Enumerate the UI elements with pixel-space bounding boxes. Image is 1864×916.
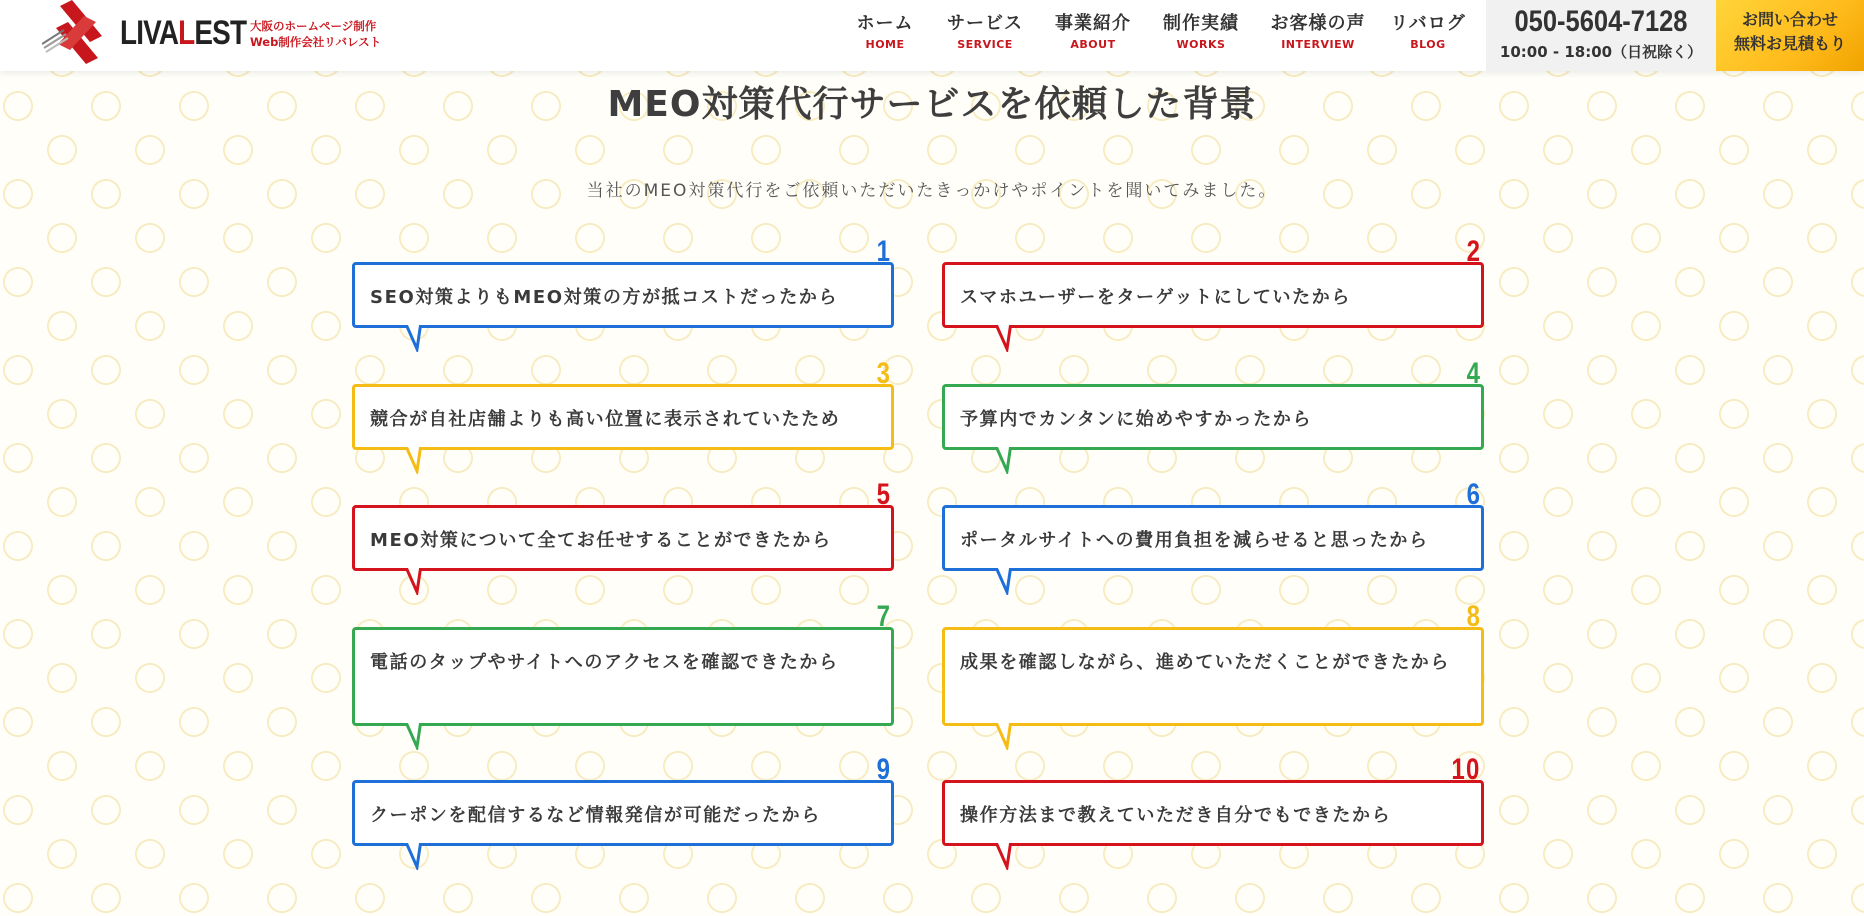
reason-number-3: 3 (876, 357, 891, 390)
speech-tail-icon (403, 843, 443, 870)
nav-item-service[interactable] (930, 10, 1040, 52)
nav-label-interview: お客様の声 (1270, 13, 1366, 34)
nav-item-about[interactable] (1038, 10, 1148, 52)
reason-number-10: 10 (1451, 753, 1481, 786)
contact-estimate-button[interactable] (1716, 0, 1864, 71)
contact-button-line1: お問い合わせ (1741, 10, 1838, 29)
speech-tail-icon (403, 568, 443, 595)
nav-sublabel-service: SERVICE (957, 38, 1013, 51)
speech-tail-icon (403, 325, 443, 352)
section-lead: 当社のMEO対策代行をご依頼いただいたきっかけやポイントを聞いてみました。 (586, 181, 1278, 201)
reason-text-2: スマホユーザーをターゲットにしていたから (960, 287, 1351, 308)
reason-number-8: 8 (1466, 600, 1481, 633)
logo-subtitle (250, 18, 381, 50)
reason-text-3: 競合が自社店舗よりも高い位置に表示されていたため (370, 409, 841, 430)
speech-tail-icon (993, 447, 1033, 474)
reason-bubble-4 (942, 357, 1484, 450)
nav-sublabel-about: ABOUT (1070, 38, 1116, 51)
reason-bubble-5 (352, 478, 894, 571)
logo-text-part1: LIVA (120, 14, 179, 52)
reason-text-6: ポータルサイトへの費用負担を減らせると思ったから (960, 530, 1429, 551)
reason-number-4: 4 (1466, 357, 1481, 390)
logo-wordmark (120, 14, 246, 53)
reason-bubble-2 (942, 235, 1484, 328)
nav-item-works[interactable] (1146, 10, 1256, 52)
site-header (0, 0, 1864, 71)
reason-number-5: 5 (876, 478, 891, 511)
phone-contact[interactable] (1486, 0, 1716, 71)
nav-label-works: 制作実績 (1163, 13, 1239, 34)
reason-text-10: 操作方法まで教えていただき自分でもできたから (960, 805, 1392, 826)
speech-tail-icon (403, 723, 443, 750)
reason-bubble-7 (352, 600, 894, 726)
nav-label-service: サービス (947, 13, 1023, 34)
speech-tail-icon (403, 447, 443, 474)
reason-number-9: 9 (876, 753, 891, 786)
reason-number-2: 2 (1466, 235, 1481, 268)
nav-sublabel-home: HOME (865, 38, 905, 51)
reason-bubble-1 (352, 235, 894, 328)
speech-tail-icon (993, 568, 1033, 595)
nav-item-interview[interactable] (1263, 10, 1373, 52)
phone-hours: 10:00 - 18:00（日祝除く） (1499, 43, 1703, 61)
nav-sublabel-blog: BLOG (1410, 38, 1446, 51)
nav-item-blog[interactable] (1373, 10, 1483, 52)
speech-tail-icon (993, 723, 1033, 750)
logo-sub-line1: 大阪のホームページ制作 (250, 19, 377, 33)
nav-sublabel-interview: INTERVIEW (1281, 38, 1355, 51)
reason-bubble-6 (942, 478, 1484, 571)
nav-label-blog: リバログ (1390, 13, 1466, 34)
reason-number-7: 7 (876, 600, 891, 633)
contact-button-line2: 無料お見積もり (1733, 34, 1846, 53)
reason-number-6: 6 (1466, 478, 1481, 511)
nav-sublabel-works: WORKS (1176, 38, 1226, 51)
nav-item-home[interactable] (830, 10, 940, 52)
logo-text-part3: EST (194, 14, 247, 52)
reason-text-7: 電話のタップやサイトへのアクセスを確認できたから (370, 652, 839, 673)
reason-bubble-8 (942, 600, 1484, 726)
reason-number-1: 1 (876, 235, 891, 268)
reason-bubble-9 (352, 753, 894, 846)
speech-tail-icon (993, 325, 1033, 352)
reason-text-8: 成果を確認しながら、進めていただくことができたから (960, 652, 1450, 673)
site-logo[interactable] (42, 0, 402, 64)
logo-text-part2: L (178, 14, 195, 52)
reason-bubble-10 (942, 753, 1484, 846)
phone-number: 050-5604-7128 (1514, 5, 1688, 38)
reason-text-9: クーポンを配信するなど情報発信が可能だったから (370, 805, 821, 826)
section-title: MEO対策代行サービスを依頼した背景 (607, 84, 1257, 125)
logo-mark-icon (42, 0, 112, 64)
reason-text-5: MEO対策について全てお任せすることができたから (370, 530, 832, 551)
nav-label-about: 事業紹介 (1055, 13, 1131, 34)
reason-text-4: 予算内でカンタンに始めやすかったから (960, 409, 1313, 430)
speech-tail-icon (993, 843, 1033, 870)
reason-text-1: SEO対策よりもMEO対策の方が抵コストだったから (370, 287, 839, 308)
logo-sub-line2: Web制作会社リバレスト (250, 35, 382, 49)
nav-label-home: ホーム (856, 13, 914, 34)
reason-bubble-3 (352, 357, 894, 450)
